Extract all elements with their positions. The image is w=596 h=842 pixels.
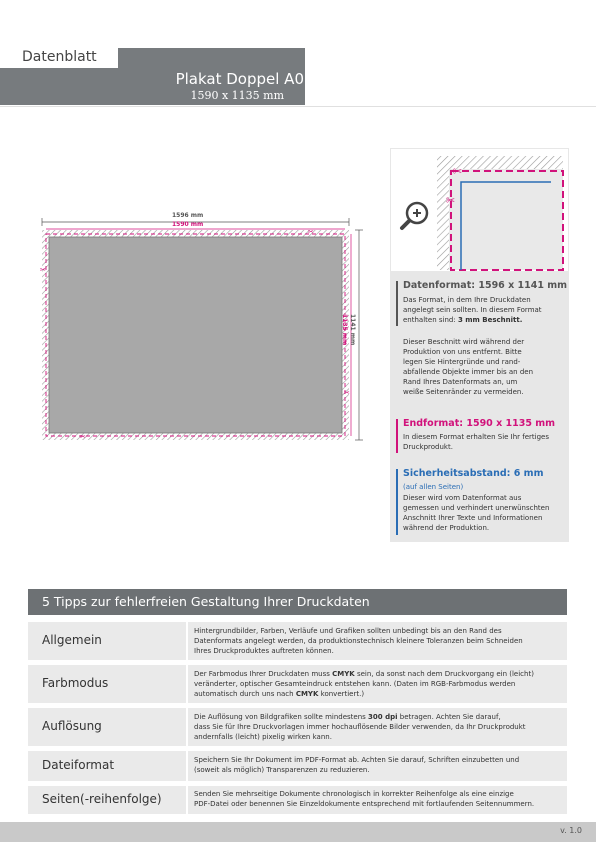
legend-bar-end bbox=[396, 419, 398, 453]
scissors-icon: ✂ bbox=[344, 389, 350, 397]
tip-row-general bbox=[28, 622, 567, 660]
tip-text: Die Auflösung von Bildgrafiken sollte mindestens 300 dpi betragen. Achten Sie darauf, dass Sie für Ihre Druckvorlagen immer hochauflösende Bilder verwenden, da Ihr Druckprodukt andernfalls (leicht) pixelig wirken kann. bbox=[194, 713, 526, 741]
end-format-text: In diesem Format erhalten Sie Ihr fertiges Druckprodukt. bbox=[403, 433, 550, 451]
data-format-title: Datenformat: 1596 x 1141 mm bbox=[403, 280, 568, 291]
page-title: Plakat Doppel A0 bbox=[175, 70, 304, 88]
tips-heading-bar bbox=[28, 589, 567, 615]
height-final-label: 1135 mm bbox=[341, 314, 348, 346]
tip-text: Speichern Sie Ihr Dokument im PDF-Format ab. Achten Sie darauf, Schriften einzubetten und (soweit als möglich) Transparenzen zu reduzieren. bbox=[194, 756, 520, 774]
scissors-icon: ✂ bbox=[453, 165, 463, 178]
safety-note: (auf allen Seiten) bbox=[403, 483, 464, 491]
tip-row-resolution bbox=[28, 708, 567, 746]
format-diagram bbox=[28, 200, 373, 460]
end-format-title: Endformat: 1590 x 1135 mm bbox=[403, 418, 556, 429]
tip-label: Farbmodus bbox=[42, 676, 109, 690]
safety-title: Sicherheitsabstand: 6 mm bbox=[403, 468, 544, 479]
version-label: v. 1.0 bbox=[560, 826, 582, 835]
tip-row-color-mode bbox=[28, 665, 567, 703]
tips-heading: 5 Tipps zur fehlerfreien Gestaltung Ihrer Druckdaten bbox=[42, 594, 370, 609]
width-data-label: 1596 mm bbox=[172, 212, 204, 219]
data-format-text: Das Format, in dem Ihre Druckdaten angelegt sein sollten. In diesem Format enthalten sind: 3 mm Beschnitt. bbox=[403, 296, 542, 324]
tip-text: Der Farbmodus Ihrer Druckdaten muss CMYK sein, da sonst nach dem Druckvorgang ein (leicht) veränderter, optischer Gesamteindruck entstehen kann. (Daten im RGB-Farbmodus werden automatisch durch uns nach CMYK konvertiert.) bbox=[194, 670, 534, 698]
data-format-note: Dieser Beschnitt wird während der Produktion von uns entfernt. Bitte legen Sie Hintergründe und rand- abfallende Objekte immer bis an den Rand Ihres Datenformats an, um weiße Seitenränder zu vermeiden. bbox=[403, 338, 534, 396]
tip-label: Seiten(-reihenfolge) bbox=[42, 792, 162, 806]
tip-row-file-format bbox=[28, 751, 567, 781]
scissors-icon: ✂ bbox=[446, 194, 456, 207]
header-divider bbox=[0, 106, 596, 107]
legend-bar-data bbox=[396, 281, 398, 326]
tip-label: Dateiformat bbox=[42, 758, 115, 772]
scissors-icon: ✂ bbox=[80, 433, 86, 441]
tip-text: Senden Sie mehrseitige Dokumente chronologisch in korrekter Reihenfolge als eine einzige PDF-Datei oder benennen Sie Einzeldokumente entsprechend mit fortlaufenden Seitennummern. bbox=[194, 790, 535, 808]
tip-label: Allgemein bbox=[42, 633, 102, 647]
tip-label: Auflösung bbox=[42, 719, 102, 733]
tip-row-pages bbox=[28, 786, 567, 814]
legend-bar-safety bbox=[396, 469, 398, 535]
width-final-label: 1590 mm bbox=[172, 221, 204, 228]
print-area bbox=[49, 237, 342, 433]
safety-text: Dieser wird vom Datenformat aus gemessen und verhindert unerwünschten Anschnitt Ihrer Texte und Informationen während der Produktion. bbox=[403, 494, 550, 532]
footer-bar bbox=[0, 822, 596, 842]
scissors-icon: ✂ bbox=[40, 266, 46, 274]
scissors-icon: ✂ bbox=[308, 228, 314, 236]
header-tab bbox=[0, 48, 118, 68]
corner-zoom bbox=[391, 149, 568, 271]
page-subtitle: 1590 x 1135 mm bbox=[190, 89, 284, 102]
tip-text: Hintergrundbilder, Farben, Verläufe und Grafiken sollten unbedingt bis an den Rand des Datenformats angelegt werden, da produktionstechnisch kleinere Toleranzen beim Schneiden Ihres Druckproduktes auftreten können. bbox=[194, 627, 523, 655]
height-data-label: 1141 mm bbox=[349, 314, 356, 346]
zoom-icon bbox=[402, 203, 427, 228]
header-tab-label: Datenblatt bbox=[22, 49, 97, 65]
